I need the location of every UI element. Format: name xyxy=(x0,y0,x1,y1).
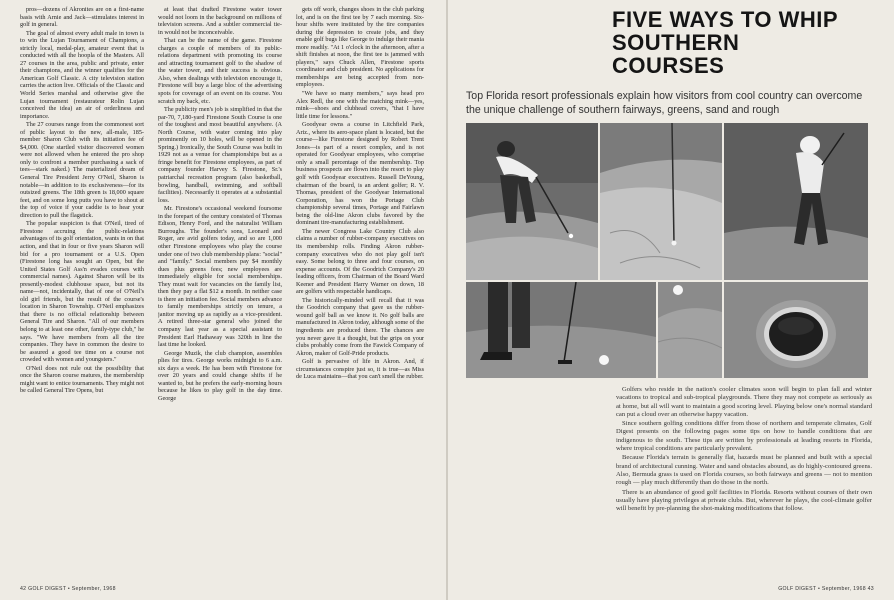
photo-putter-at-ball xyxy=(466,282,656,378)
paragraph: gets off work, changes shoes in the club parking lot, and is on the first tee by 7 each morning. Six-hour shifts were instituted by the tire companies during the depression to create jobs, and they enable golf bugs like George to indulge their mania more readily. "At 1 o'clock in the afternoon, after a shift finishes at noon, the first tee is jammed with players," says Chuck Allen, Firestone sports coordinator and club president. No applications for memberships are being accepted from non-employees. xyxy=(296,6,424,89)
paragraph: The 27 courses range from the commonest sort of public layout to the new, all-male, 185-member Sharon Club with its initiation fee of $4,000. (One startled visitor discovered women were not allowed when he entered the pro shop only to confront a member purchasing a sack of tees—stark naked.) The materialized dream of General Tire President Jerry O'Neil, Sharon is notable—in addition to its exclusiveness—for its outsized greens. The 18th green is 18,000 square feet, and on some long putts you have to shout at the top of voice if your caddie is to hear your direction to pull the flagstick. xyxy=(20,121,144,219)
paragraph: Goodyear owns a course in Litchfield Park, Ariz., where its aero-space plant is located, but the course—like Firestone designed by Robert Trent Jones—is part of a resort complex, and is not operated for Goodyear employees, who comprise only a small percentage of the membership. Top business prospects are flown into the resort to play golf with Goodyear executives. Russell DeYoung, chairman of the board, is an ardent golfer; R. V. Thomas, president of the Goodyear International Corporation, has won the Portage Club championship several times, Portage and Fairlawn being the old-line Akron clubs favored by the dominant tire-manufacturing establishment. xyxy=(296,121,424,227)
article-headline: FIVE WAYS TO WHIP SOUTHERN COURSES xyxy=(612,7,838,78)
left-column-2 xyxy=(158,6,282,572)
left-column-1 xyxy=(20,6,144,572)
photo-ball-on-grass xyxy=(658,282,722,378)
article-deck: Top Florida resort professionals explain how visitors from cool country can overcome the unique challenge of southern fairways, greens, sand and rough xyxy=(466,90,863,116)
paragraph: O'Neil does not rule out the possibility that once the Sharon course matures, the membership might want to entice tournaments. They might not be called General Tire Opens, but xyxy=(20,364,144,395)
paragraph: Because Florida's terrain is generally flat, hazards must be planned and built with a special brand of architectural cunning. Water and sand obstacles abound, as do highly-contoured greens. Also, Bermuda grass is used on Florida courses, so both fairways and greens — not to mention rough — play much differently than do those in the north. xyxy=(616,454,872,487)
paragraph: at least that drafted Firestone water tower would not loom in the background on millions of television screens. And a subtler commercial tie-in would not be inconceivable. xyxy=(158,6,282,36)
paragraph: Golfers who reside in the nation's cooler climates soon will begin to plan fall and winter vacations to tropical and sub-tropical playgrounds. There they may not compete as seriously as at home, but all will want to maintain a good scoring level. Playing below one's normal standard can put a cloud over an otherwise happy vacation. xyxy=(616,386,872,418)
paragraph: Mr. Firestone's occasional weekend foursome in the forepart of the century consisted of Thomas Edison, Henry Ford, and the naturalist William Burroughs. The founder's sons, Leonard and Roger, are avid golfers today, and so are 1,000 other Firestone employees who play the course under one of two club membership plans: "social" and "family." Social members pay $4 monthly dues plus greens fees; new employees are immediately eligible for social memberships. They must wait for vacancies on the family list, then they pay a flat $12 a month. In neither case is there an initiation fee. Social members advance to family memberships strictly on tenure, a janitor moving up as rapidly as a vice-president. A retired three-star general who joined the company last year as a special assistant to President Earl Hathaway was 320th in line the last time he looked. xyxy=(158,205,282,349)
paragraph: pros—dozens of Akronites are on a first-name basis with Arnie and Jack—stimulates interest in golf in general. xyxy=(20,6,144,29)
paragraph: The historically-minded will recall that it was the Goodrich company that gave us the rubber-wound golf ball as we know it. No golf balls are manufactured in Akron today, although some of the ingredients are produced there. The chances are you never gave it a thought, but the grips on your clubs probably come from the Fawick Company of Akron, maker of Golf-Pride products. xyxy=(296,296,424,357)
paragraph: The goal of almost every adult male in town is to win the Lujan Tournament of Champions, a strictly local, medal-play, amateur event that is conducted with all the hoopla of the Masters. All 27 courses in the area, public and private, enter their champions, and the winner qualifies for the American Golf Classic. A city television station carries the action live. Officials of the Classic and World Series marshal and otherwise give the Lujan tournament (restaurateur Rolin Lujan conceived the idea) an air of orderliness and importance. xyxy=(20,29,144,120)
photo-golfer-in-bunker xyxy=(466,123,598,280)
photo-cup-in-green xyxy=(724,282,868,378)
paragraph: The popular suspicion is that O'Neil, tired of Firestone accruing the public-relations advantages of its golf orientation, wants in on that action, and that in four or five years Sharon will bid for a pro tournament or a U.S. Open (Firestone long has sought an Open, but the United States Golf Ass'n evades courses with commercial names). Against Sharon will be its presently-modest clubhouse space, but not its name—not, incidentally, that of one of O'Neil's old girl friends, but the result of the course's location in Sharon Township. O'Neil emphasizes that there is no official relationship between General Tire and Sharon. "All of our members belong to at least one other, family-type club," he says. "We have members from all the tire companies. They have in common the desire to be assured a good tee time on a course not crowded with women and youngsters." xyxy=(20,220,144,364)
photo-golfer-swinging xyxy=(724,123,868,280)
article-intro xyxy=(616,386,872,514)
page-gutter xyxy=(446,0,448,600)
paragraph: Golf is pervasive of life in Akron. And, if circumstances conspire just so, it is true—as Miss de Luca maintains—that you can't smell the rubber. xyxy=(296,358,424,381)
paragraph: "We have so many members," says head pro Alex Redl, the one with the matching mink—yes, mink—shoes and clubhead covers, "that I have little time for lessons." xyxy=(296,90,424,120)
paragraph: That can be the name of the game. Firestone charges a couple of members of its public-relations department with promoting its course and attracting tournament golf to the shadow of the water tower, and their success is obvious. Also, when dealings with television encourage it, Firestone will buy a large bloc of the advertising spots for coverage of an event on its course. You scratch my back, etc. xyxy=(158,37,282,105)
paragraph: The publicity men's job is simplified in that the par-70, 7,180-yard Firestone South Course is one of the toughest and most beautiful anywhere. (A North Course, with water coming into play prominently on 10 holes, will be opened in the Spring.) Ironically, the South Course was built in 1929 not as a venue for championships but as a fringe benefit for Firestone employees, as part of company founder Harvey S. Firestone, Sr.'s patriarchal recreation program (also basketball, bowling, handball, swimming, and softball facilities). Necessarily it operates at a substantial loss. xyxy=(158,106,282,204)
paragraph: The newer Congress Lake Country Club also claims a number of rubber-company executives on its membership rolls. Finding Akron rubber-company executives who do not play golf isn't easy. Some belong to three and four courses, on expense accounts. Of the Goodrich Company's 20 leading officers, from Chairman of the Board Ward Keener and President Harry Warner on down, 18 are golfers with respectable handicaps. xyxy=(296,227,424,296)
left-column-3 xyxy=(296,6,424,572)
left-page-folio: 42 GOLF DIGEST • September, 1968 xyxy=(20,586,116,592)
paragraph: Since southern golfing conditions differ from those of northern and temperate climates, Golf Digest presents on the following pages some tips on how to handle conditions that are indigenous to the south. These tips are written by professionals at leading resorts in Florida, where tropical conditions are particularly prevalent. xyxy=(616,420,872,453)
photo-sand-trap-flag xyxy=(600,123,722,280)
right-page-folio: GOLF DIGEST • September, 1968 43 xyxy=(778,586,874,592)
paragraph: George Muzik, the club champion, assembles plies for tires. George works midnight to 6 a.m. six days a week. He has been with Firestone for over 20 years and could change shifts if he wanted to, but he prefers the early-morning hours because he likes to play golf in the day time. George xyxy=(158,349,282,402)
paragraph: There is an abundance of good golf facilities in Florida. Resorts without courses of their own usually have playing privileges at private clubs. But, wherever he plays, the cool-climate golfer will benefit by pre-planning the shot-making modifications that follow. xyxy=(616,488,872,513)
